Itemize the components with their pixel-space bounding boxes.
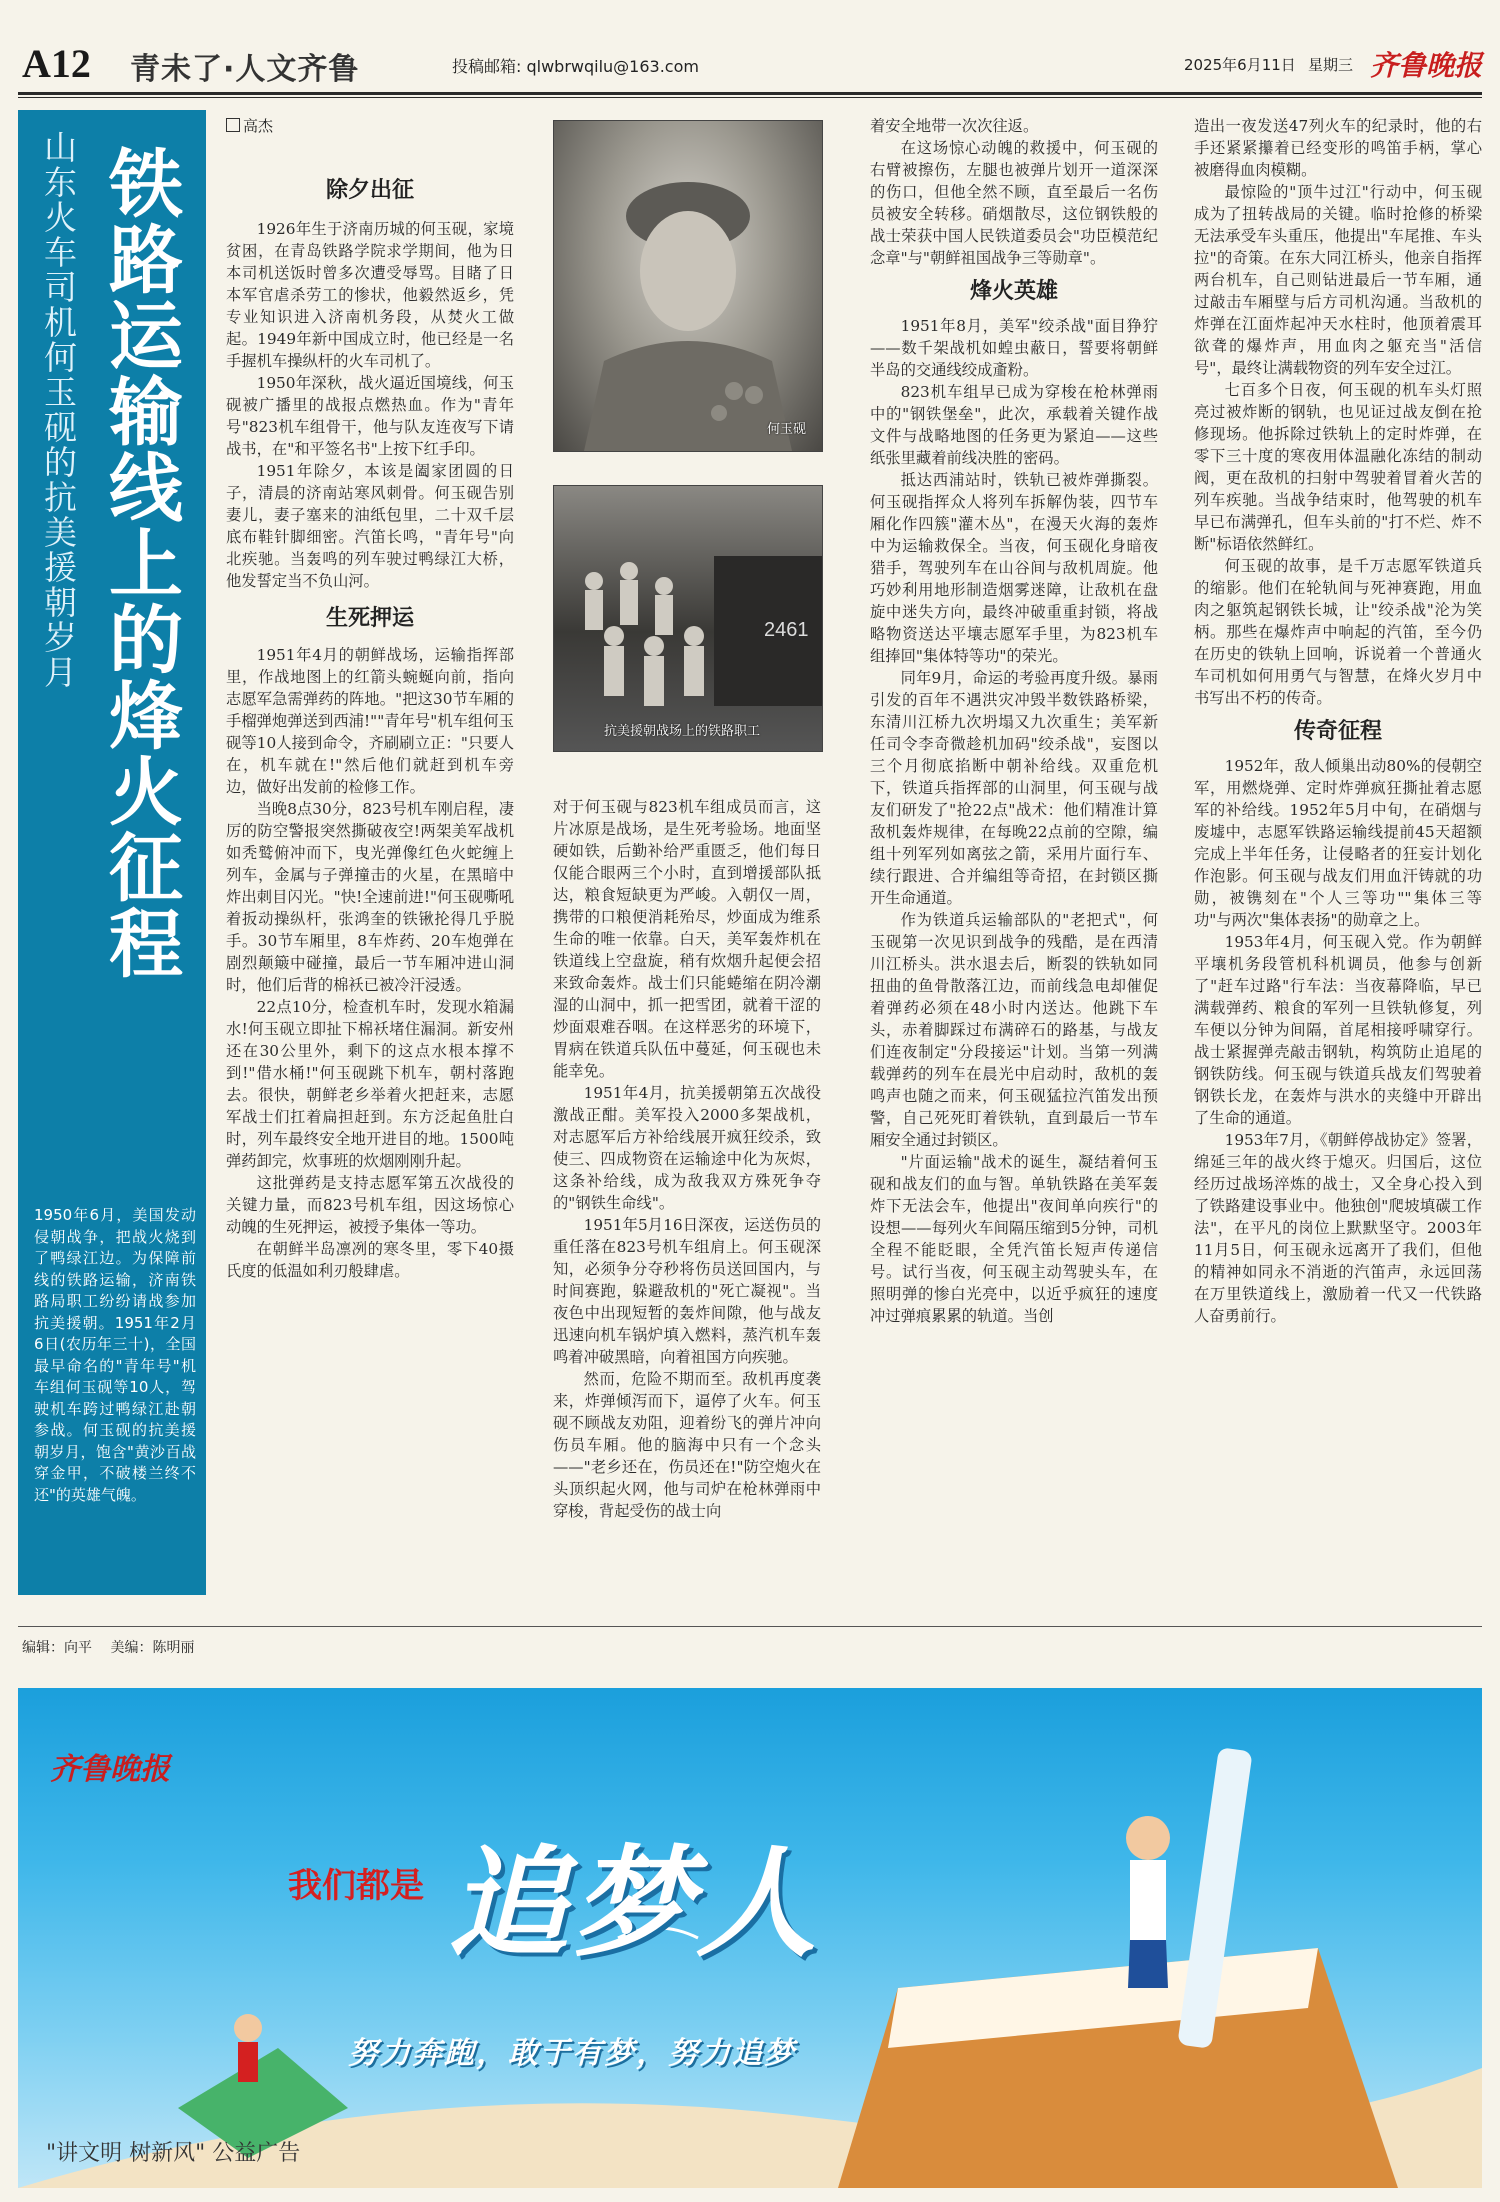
submission-email: 投稿邮箱: qlwbrwqilu@163.com (452, 57, 699, 76)
paragraph: 抵达西浦站时，铁轨已被炸弹撕裂。何玉砚指挥众人将列车拆解伪装，四节车厢化作四簇"灌木丛"，在漫天火海的轰炸中为运输救保全。当夜，何玉砚化身暗夜猎手，驾驶列车在山谷间与敌机周旋。他巧妙利用地形制造烟雾迷障，让敌机在盘旋中迷失方向，最终冲破重重封锁，将战略物资送达平壤志愿军手里，为823机车组捧回"集体特等功"的荣光。 (870, 471, 1158, 665)
byline-box-icon (226, 118, 240, 132)
editor-credits (22, 1637, 208, 1657)
paragraph: 22点10分，检查机车时，发现水箱漏水!何玉砚立即扯下棉袄堵住漏洞。新安州还在30公里外，剩下的这点水根本撑不到!"借水桶!"何玉砚跳下机车，朝村落跑去。很快，朝鲜老乡举着火把赶来，志愿军战士们扛着扁担赶到。东方泛起鱼肚白时，列车最终安全地开进目的地。1500吨弹药卸完，炊事班的炊烟刚刚升起。 (226, 998, 514, 1170)
issue-date: 2025年6月11日 (1184, 56, 1296, 74)
paragraph: 何玉砚的故事，是千万志愿军铁道兵的缩影。他们在轮轨间与死神赛跑，用血肉之躯筑起钢铁长城，让"绞杀战"沦为笑柄。那些在爆炸声中响起的汽笛，至今仍在历史的铁轨上回响，诉说着一个普通火车司机如何用勇气与智慧，在烽火岁月中书写出不朽的传奇。 (1194, 557, 1482, 707)
railway-photo-caption: 抗美援朝战场上的铁路职工 (604, 724, 761, 739)
paragraph: 823机车组早已成为穿梭在枪林弹雨中的"钢铁堡垒"，此次，承载着关键作战文件与战略地图的任务更为紧迫——这些纸张里藏着前线决胜的密码。 (870, 383, 1158, 467)
paragraph: 1953年4月，何玉砚入党。作为朝鲜平壤机务段管机科机调员，他参与创新了"赶车过路"行车法：当夜幕降临，早已满载弹药、粮食的军列一旦铁轨修复，列车便以分钟为间隔，首尾相接呼啸穿行。战士紧握弹壳敲击钢轨，构筑防止追尾的钢铁防线。何玉砚与铁道兵战友们驾驶着钢铁长龙，在轰炸与洪水的夹缝中开辟出了生命的通道。 (1194, 933, 1482, 1127)
editor-name: 编辑：向平 (22, 1640, 92, 1656)
paragraph: 1951年8月，美军"绞杀战"面目狰狞——数千架战机如蝗虫蔽日，誓要将朝鲜半岛的交通线绞成齑粉。 (870, 317, 1158, 379)
column-3 (870, 115, 1158, 1327)
paragraph: 同年9月，命运的考验再度升级。暴雨引发的百年不遇洪灾冲毁半数铁路桥梁，东清川江桥九次坍塌又九次重生；美军新任司令李奇微趁机加码"绞杀战"，妄图以三个月彻底掐断中朝补给线。双重危机下，铁道兵指挥部的山洞里，何玉砚与战友们研发了"抢22点"战术：他们精准计算敌机轰炸规律，在每晚22点前的空隙，编组十列军列如离弦之箭，采用片面行车、续行跟进、合并编组等奇招，在封锁区撕开生命通道。 (870, 669, 1158, 907)
column-1 (226, 180, 514, 1282)
paragraph: 1950年深秋，战火逼近国境线，何玉砚被广播里的战报点燃热血。作为"青年号"823机车组骨干，他与队友连夜写下请战书，在"和平签名书"上按下红手印。 (226, 374, 514, 458)
article-intro: 1950年6月，美国发动侵朝战争，把战火烧到了鸭绿江边。为保障前线的铁路运输，济南铁路局职工纷纷请战参加抗美援朝。1951年2月6日(农历年三十)，全国最早命名的"青年号"机车组何玉砚等10人，驾驶机车跨过鸭绿江赴朝参战。何玉砚的抗美援朝岁月，饱含"黄沙百战穿金甲，不破楼兰终不还"的英雄气魄。 (34, 1206, 196, 1504)
paragraph: 作为铁道兵运输部队的"老把式"，何玉砚第一次见识到战争的残酷，是在西清川江桥头。洪水退去后，断裂的铁轨如同扭曲的鱼骨散落江边，而前线急电却催促着弹药必须在48小时内送达。他跳下车头，赤着脚踩过布满碎石的路基，与战友们连夜制定"分段接运"计划。当第一列满载弹药的列车在晨光中启动时，敌机的轰鸣声也随之而来，何玉砚猛拉汽笛发出预警，自己死死盯着铁轨，直到最后一节车厢安全通过封锁区。 (870, 911, 1158, 1149)
paragraph: 在这场惊心动魄的救援中，何玉砚的右臂被擦伤，左腿也被弹片划开一道深深的伤口，但他全然不顾，直至最后一名伤员被安全转移。硝烟散尽，这位钢铁般的战士荣获中国人民铁道委员会"功臣模范纪念章"与"朝鲜祖国战争三等勋章"。 (870, 139, 1158, 267)
paragraph: "片面运输"战术的诞生，凝结着何玉砚和战友们的血与智。单轨铁路在美军轰炸下无法会车，他提出"夜间单向疾行"的设想——每列火车间隔压缩到5分钟，司机全程不能眨眼，全凭汽笛长短声传递信号。试行当夜，何玉砚主动驾驶头车，在照明弹的惨白光亮中，以近乎疯狂的速度冲过弹痕累累的轨道。当创 (870, 1153, 1158, 1325)
paragraph: 造出一夜发送47列火车的纪录时，他的右手还紧紧攥着已经变形的鸣笛手柄，掌心被磨得血肉模糊。 (1194, 117, 1482, 179)
paragraph: 1953年7月，《朝鲜停战协定》签署，绵延三年的战火终于熄灭。归国后，这位经历过战场淬炼的战士，又全身心投入到了铁路建设事业中。他独创"爬坡填碳工作法"，在平凡的岗位上默默坚守。2003年11月5日，何玉砚永远离开了我们，但他的精神如同永不消逝的汽笛声，永远回荡在万里铁道线上，激励着一代又一代铁路人奋勇前行。 (1194, 1131, 1482, 1325)
footer-rule (18, 1626, 1482, 1627)
byline (226, 115, 273, 136)
newspaper-logo: 齐鲁晚报 (1370, 49, 1483, 82)
ad-headline: 追梦人 (448, 1833, 820, 1974)
paragraph: 1926年生于济南历城的何玉砚，家境贫困，在青岛铁路学院求学期间，他为日本司机送饭时曾多次遭受辱骂。目睹了日本军官虐杀劳工的惨状，他毅然返乡，凭专业知识进入济南机务段，从焚火工做起。1949年新中国成立时，他已经是一名手握机车操纵杆的火车司机了。 (226, 220, 514, 370)
page-number: A12 (22, 41, 91, 86)
paragraph: 最惊险的"顶牛过江"行动中，何玉砚成为了扭转战局的关键。临时抢修的桥梁无法承受车头重压，他提出"车尾推、车头拉"的奇策。在东大同江桥头，他亲自指挥两台机车，自己则钻进最后一节车厢，通过敲击车厢壁与后方司机沟通。当敌机的炸弹在江面炸起冲天水柱时，他顶着震耳欲聋的爆炸声，用血肉之躯充当"活信号"，最终让满载物资的列车安全过江。 (1194, 183, 1482, 377)
portrait-caption: 何玉砚 (766, 422, 806, 437)
ad-slogan: 努力奔跑，敢于有梦，努力追梦 (348, 2036, 796, 2071)
portrait-photo (553, 120, 823, 452)
paragraph: 七百多个日夜，何玉砚的机车头灯照亮过被炸断的钢轨，也见证过战友倒在抢修现场。他拆除过铁轨上的定时炸弹，在零下三十度的寒夜用体温融化冻结的制动阀，更在敌机的扫射中驾驶着冒着火苦的列车疾驰。当战争结束时，他驾驶的机车早已布满弹孔，但车头前的"打不烂、炸不断"标语依然鲜红。 (1194, 381, 1482, 553)
paragraph: 对于何玉砚与823机车组成员而言，这片冰原是战场，是生死考验场。地面坚硬如铁，后勤补给严重匮乏，他们每日仅能合眼两三个小时，直到增援部队抵达，粮食短缺更为严峻。入朝仅一周，携带的口粮便消耗殆尽，炒面成为维系生命的唯一依靠。白天，美军轰炸机在铁道线上空盘旋，稍有炊烟升起便会招来致命轰炸。战士们只能蜷缩在阴冷潮湿的山洞中，抓一把雪团，就着干涩的炒面艰难吞咽。在这样恶劣的环境下，胃病在铁道兵队伍中蔓延，何玉砚也未能幸免。 (553, 798, 821, 1080)
paragraph: 1951年4月，抗美援朝第五次战役激战正酣。美军投入2000多架战机，对志愿军后方补给线展开疯狂绞杀，致使三、四成物资在运输途中化为灰烬，这条补给线，成为敌我双方殊死争夺的"钢铁生命线"。 (553, 1084, 821, 1212)
paragraph: 1952年，敌人倾巢出动80%的侵朝空军，用燃烧弹、定时炸弹疯狂撕扯着志愿军的补给线。1952年5月中旬，在硝烟与废墟中，志愿军铁路运输线提前45天超额完成上半年任务，让侵略者的狂妄计划化作泡影。何玉砚与战友们用血汗铸就的功勋，被镌刻在"个人三等功""集体三等功"与两次"集体表扬"的勋章之上。 (1194, 757, 1482, 929)
section-title: 青未了·人文齐鲁 (130, 52, 360, 87)
paragraph: 1951年5月16日深夜，运送伤员的重任落在823号机车组肩上。何玉砚深知，必须争分夺秒将伤员送回国内，与时间赛跑，躲避敌机的"死亡凝视"。当夜色中出现短暂的轰炸间隙，他与战友迅速向机车锅炉填入燃料，蒸汽机车轰鸣着冲破黑暗，向着祖国方向疾驰。 (553, 1216, 821, 1366)
railway-workers-photo (553, 485, 823, 752)
public-service-ad (18, 1688, 1482, 2188)
paragraph: 然而，危险不期而至。敌机再度袭来，炸弹倾泻而下，逼停了火车。何玉砚不顾战友劝阻，迎着纷飞的弹片冲向伤员车厢。他的脑海中只有一个念头——"老乡还在，伤员还在!"防空炮火在头顶织起火网，他与司炉在枪林弹雨中穿梭，背起受伤的战士向 (553, 1370, 821, 1520)
subhead-chuanqi: 传奇征程 (1293, 719, 1382, 744)
article-title: 铁路运输线上的烽火征程 (97, 145, 183, 981)
paragraph: 在朝鲜半岛凛冽的寒冬里，零下40摄氏度的低温如利刃般肆虐。 (226, 1240, 514, 1280)
locomotive-scene (554, 486, 822, 751)
column-2 (553, 796, 821, 1522)
issue-weekday: 星期三 (1308, 56, 1354, 74)
subhead-chuxi: 除夕出征 (325, 178, 414, 203)
designer-name: 美编：陈明丽 (110, 1640, 195, 1656)
paragraph: 这批弹药是支持志愿军第五次战役的关键力量，而823号机车组，因这场惊心动魄的生死押运，被授予集体一等功。 (226, 1174, 514, 1236)
ad-headline-prefix: 我们都是 (288, 1866, 424, 1906)
paragraph: 1951年4月的朝鲜战场，运输指挥部里，作战地图上的红箭头蜿蜒向前，指向志愿军急需弹药的阵地。"把这30节车厢的手榴弹炮弹送到西浦!""青年号"机车组何玉砚等10人接到命令，齐刷刷立正："只要人在，机车就在!"然后他们就赶到机车旁边，做好出发前的检修工作。 (226, 646, 514, 796)
ad-logo: 齐鲁晚报 (50, 1752, 170, 1787)
svg-text:2461: 2461 (764, 619, 809, 641)
ad-footer-label: "讲文明 树新风" 公益广告 (46, 2141, 301, 2166)
paragraph: 当晚8点30分，823号机车刚启程，凄厉的防空警报突然撕破夜空!两架美军战机如秃鹫俯冲而下，曳光弹像红色火蛇缠上列车，金属与子弹撞击的火星，在黑暗中炸出刺目闪光。"快!全速前进!"何玉砚嘶吼着扳动操纵杆，张鸿奎的铁锹抡得几乎脱手。30节车厢里，8车炸药、20车炮弹在剧烈颠簸中碰撞，最后一节车厢冲进山洞时，他们后背的棉袄已被冷汗浸透。 (226, 800, 514, 994)
subhead-shengsi: 生死押运 (325, 606, 414, 631)
subhead-fenghuo: 烽火英雄 (969, 279, 1058, 304)
paragraph: 着安全地带一次次往返。 (870, 117, 1039, 135)
header-rule (18, 92, 1482, 95)
paragraph: 1951年除夕，本该是阖家团圆的日子，清晨的济南站寒风刺骨。何玉砚告别妻儿，妻子塞来的油纸包里，二十双千层底布鞋针脚细密。汽笛长鸣，"青年号"向北疾驰。当轰鸣的列车驶过鸭绿江大桥，他发誓定当不负山河。 (226, 462, 514, 590)
byline-author: 高杰 (243, 117, 274, 135)
portrait-figure (554, 121, 822, 451)
header-rule-thin (18, 97, 1482, 98)
column-4 (1194, 115, 1482, 1327)
article-subtitle: 山东火车司机何玉砚的抗美援朝岁月 (39, 130, 78, 690)
